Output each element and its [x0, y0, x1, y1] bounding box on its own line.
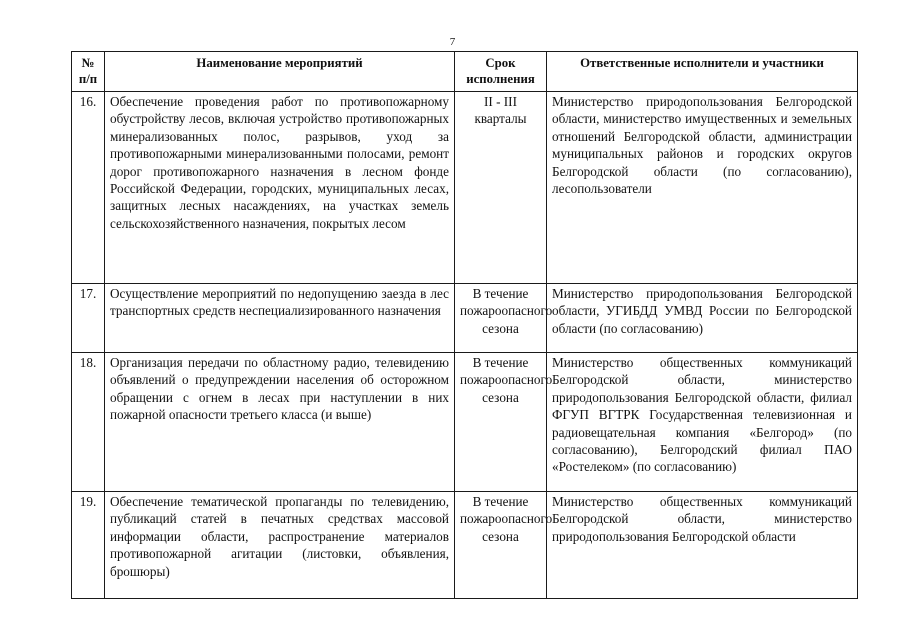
- row-responsible: Министерство общественных коммуникаций Белгородской области, министерство природопользования Белгородской области, филиал ФГУП ВГТРК Государственная телевизионная и радиовещательная компания «Белгород» (по согласованию), Белгородский филиал ПАО «Ростелеком» (по согласованию): [547, 353, 858, 492]
- row-action: Осуществление мероприятий по недопущению заезда в лес транспортных средств неспециализированного назначения: [105, 284, 455, 353]
- row-number: 19.: [72, 492, 105, 599]
- row-term: В течение пожароопасного сезона: [455, 284, 547, 353]
- table-row: [72, 92, 858, 284]
- table-row: [72, 284, 858, 353]
- row-term: В течение пожароопасного сезона: [455, 353, 547, 492]
- header-number: № п/п: [72, 52, 105, 92]
- row-term: В течение пожароопасного сезона: [455, 492, 547, 599]
- row-responsible: Министерство природопользования Белгородской области, УГИБДД УМВД России по Белгородской области (по согласованию): [547, 284, 858, 353]
- table-row: [72, 492, 858, 599]
- row-action: Обеспечение проведения работ по противопожарному обустройству лесов, включая устройство противопожарных минерализованных полос, разрывов, уход за противопожарными минерализованными полосами, ремонт дорог противопожарного назначения в лесном фонде Российской Федерации, городских, муниципальных лесах, защитных лесных насаждениях, на участках земель сельскохозяйственного назначения, покрытых лесом: [105, 92, 455, 284]
- row-action: Обеспечение тематической пропаганды по телевидению, публикаций статей в печатных средствах массовой информации области, распространение материалов противопожарной агитации (листовки, объявления, брошюры): [105, 492, 455, 599]
- measures-table: [71, 51, 858, 599]
- row-number: 16.: [72, 92, 105, 284]
- row-number: 17.: [72, 284, 105, 353]
- header-responsible: Ответственные исполнители и участники: [547, 52, 858, 92]
- row-action: Организация передачи по областному радио, телевидению объявлений о предупреждении населения об осторожном обращении с огнем в лесах при наступлении в них пожарной опасности третьего класса (и выше): [105, 353, 455, 492]
- table-row: [72, 353, 858, 492]
- header-term: Срок исполнения: [455, 52, 547, 92]
- row-number: 18.: [72, 353, 105, 492]
- table-header-row: [72, 52, 858, 92]
- row-term: II - III кварталы: [455, 92, 547, 284]
- row-responsible: Министерство природопользования Белгородской области, министерство имущественных и земельных отношений Белгородской области, администрации муниципальных районов и городских округов Белгородской области (по согласованию), лесопользователи: [547, 92, 858, 284]
- page-number: 7: [449, 36, 456, 48]
- header-action-name: Наименование мероприятий: [105, 52, 455, 92]
- row-responsible: Министерство общественных коммуникаций Белгородской области, министерство природопользования Белгородской области: [547, 492, 858, 599]
